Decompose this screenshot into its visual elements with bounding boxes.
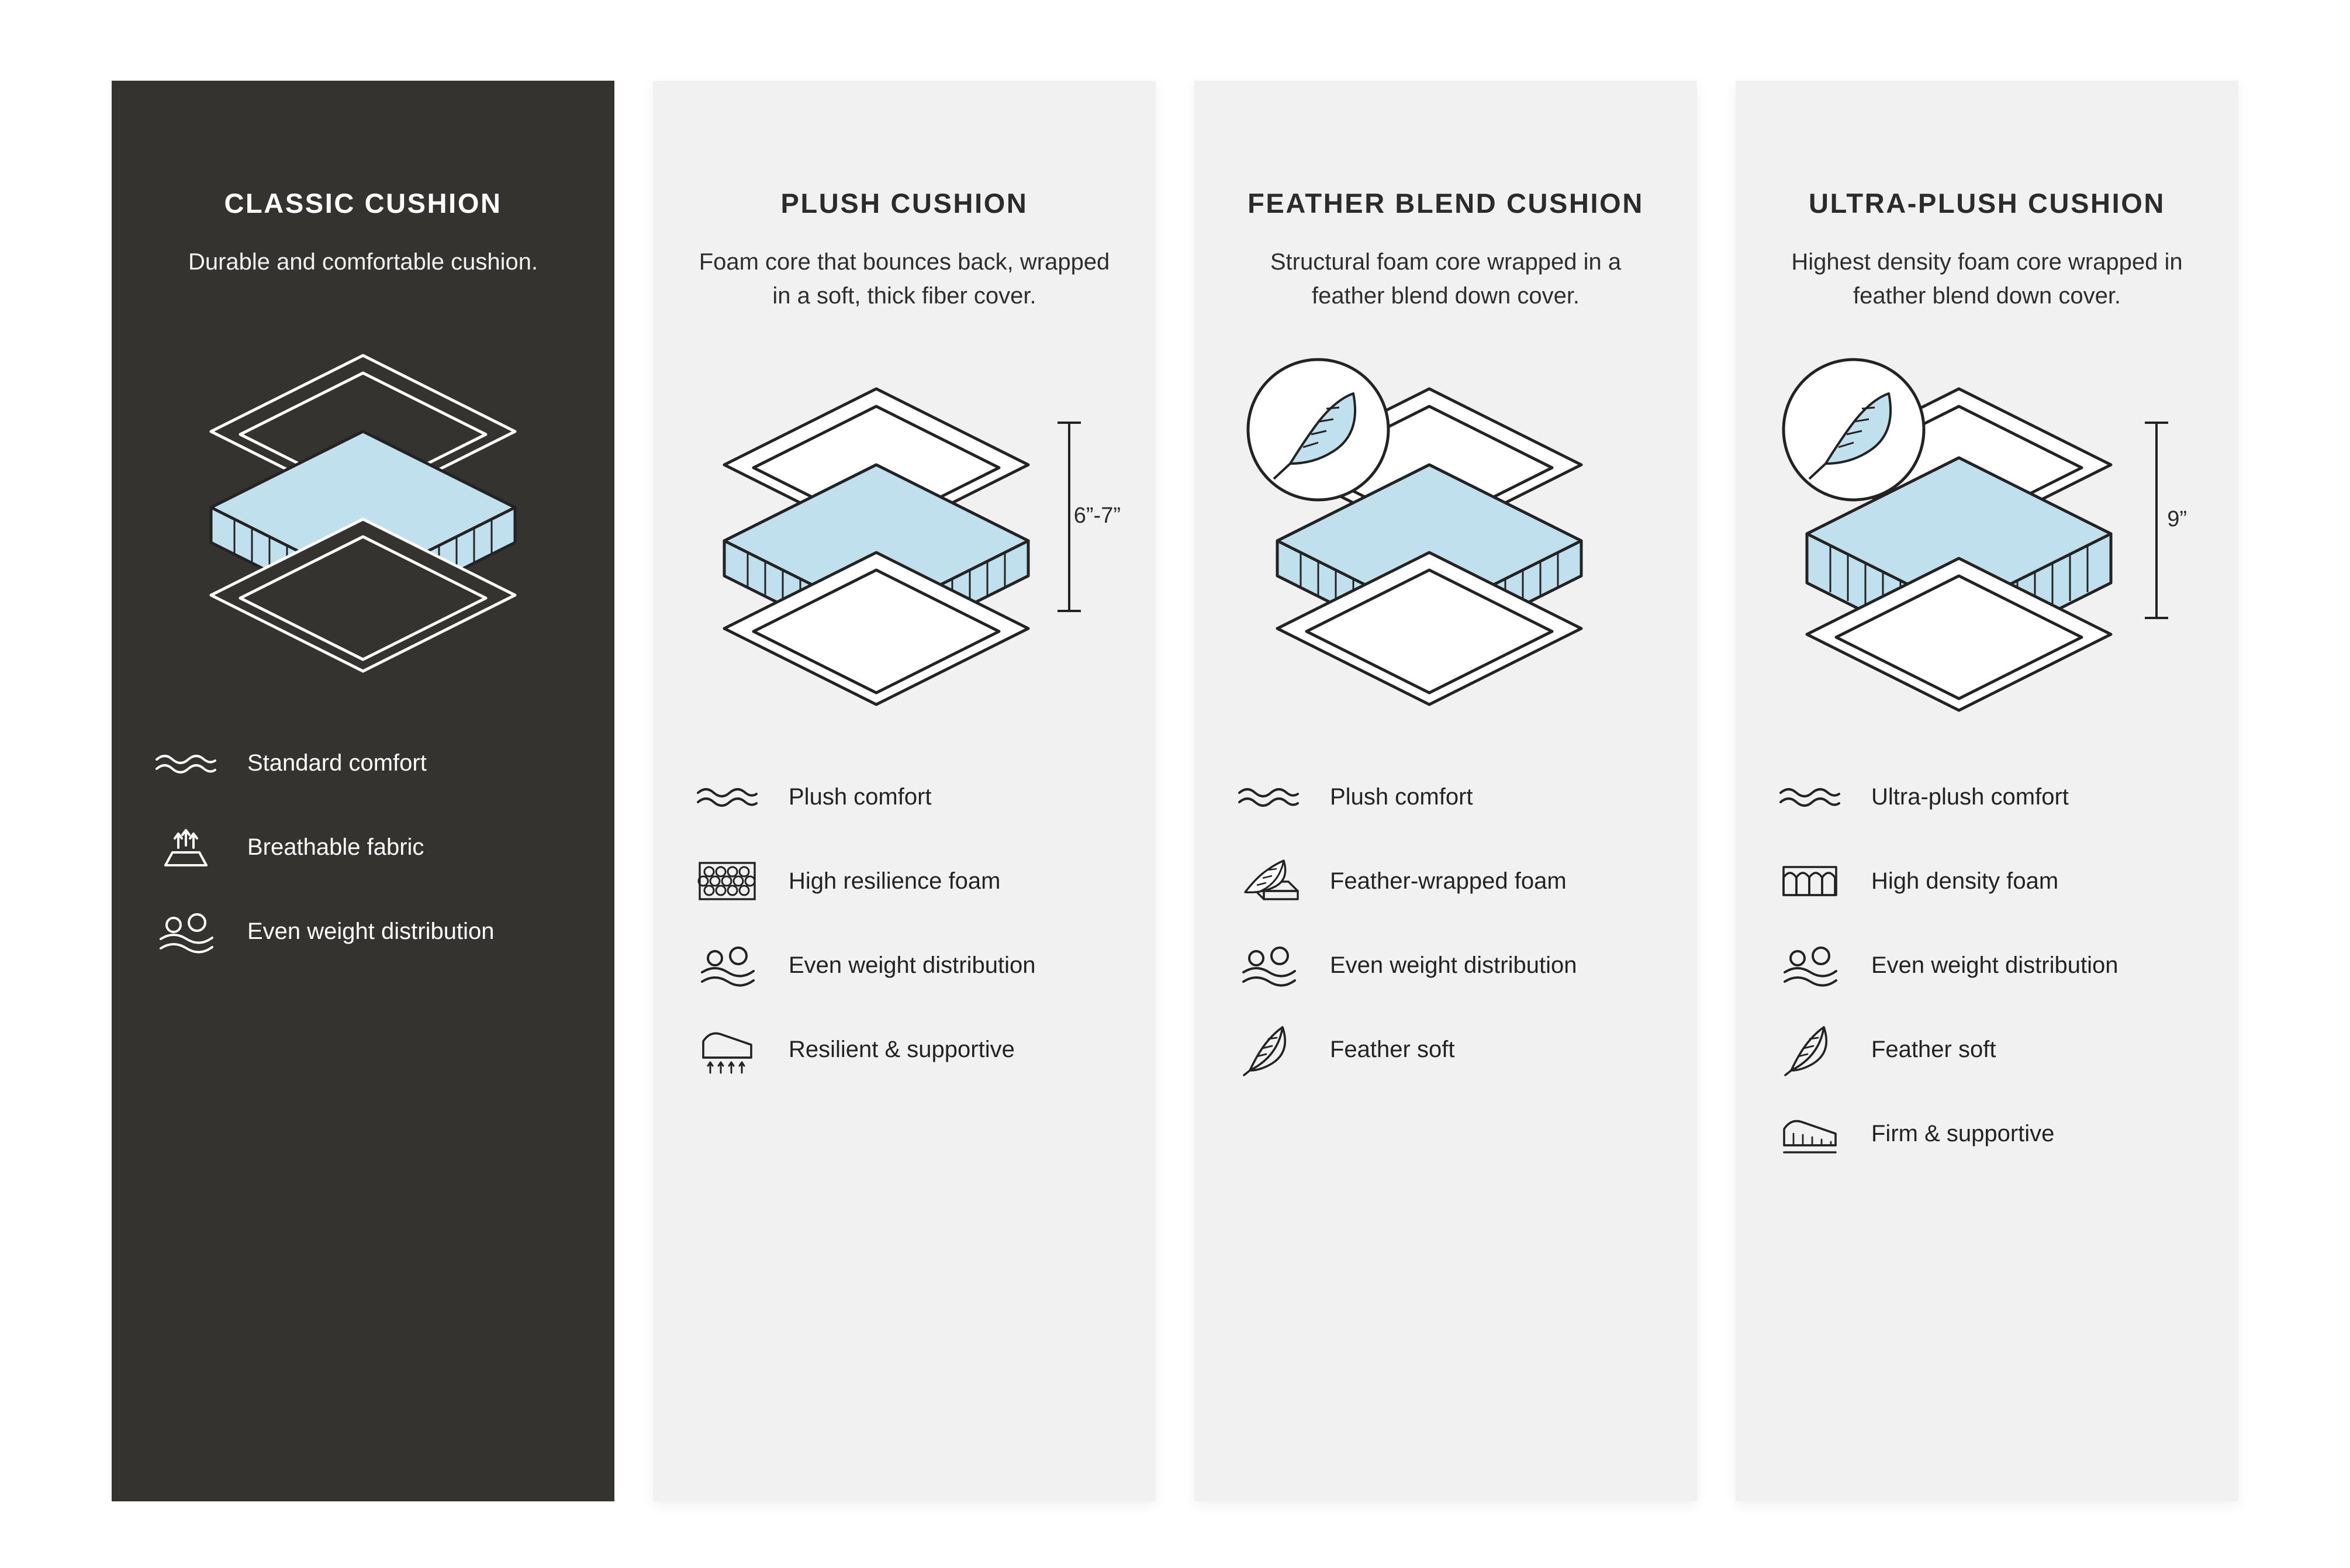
list-item-label: Ultra-plush comfort — [1871, 783, 2069, 810]
feature-list-ultra-plush — [1766, 769, 2208, 1162]
feature-list-classic — [142, 735, 584, 960]
list-item[interactable] — [148, 735, 578, 792]
honeycomb-foam-icon — [689, 853, 765, 909]
list-item-label: Feather-wrapped foam — [1330, 868, 1567, 894]
cushion-diagram-ultra-plush — [1766, 319, 2208, 763]
list-item[interactable] — [148, 820, 578, 876]
page-title: ULTRA-PLUSH CUSHION — [1809, 188, 2165, 219]
feather-icon — [1772, 1021, 1848, 1077]
even-weight-icon — [689, 937, 765, 993]
list-item[interactable] — [1772, 1021, 2202, 1077]
dimension-label: 6”-7” — [1073, 503, 1121, 529]
list-item[interactable] — [1772, 1106, 2202, 1162]
list-item-label: Plush comfort — [789, 783, 932, 810]
card-ultra-plush-cushion[interactable] — [1736, 81, 2238, 1501]
even-weight-icon — [148, 904, 224, 960]
list-item[interactable] — [689, 937, 1119, 993]
list-item-label: High density foam — [1871, 868, 2059, 894]
list-item[interactable] — [1231, 1021, 1661, 1077]
feather-icon — [1231, 1021, 1307, 1077]
card-description: Foam core that bounces back, wrapped in a soft, thick fiber cover. — [699, 249, 1110, 309]
card-description: Durable and comfortable cushion. — [188, 249, 538, 275]
page-title: CLASSIC CUSHION — [224, 188, 502, 219]
list-item[interactable] — [1231, 853, 1661, 909]
list-item[interactable] — [689, 853, 1119, 909]
list-item-label: Feather soft — [1871, 1036, 1996, 1062]
list-item-label: Breathable fabric — [247, 834, 424, 861]
list-item-label: High resilience foam — [789, 868, 1001, 894]
list-item[interactable] — [689, 769, 1119, 825]
list-item-label: Even weight distribution — [1871, 952, 2119, 978]
list-item-label: Resilient & supportive — [789, 1036, 1015, 1062]
cushion-diagram-plush — [683, 319, 1125, 763]
list-item[interactable] — [1772, 853, 2202, 909]
cushion-diagram-feather-blend — [1225, 319, 1667, 763]
resilient-support-icon — [689, 1021, 765, 1077]
card-plush-cushion[interactable] — [653, 81, 1156, 1501]
list-item-label: Even weight distribution — [247, 918, 495, 945]
list-item[interactable] — [1231, 937, 1661, 993]
list-item[interactable] — [1772, 769, 2202, 825]
breathable-fabric-icon — [148, 820, 224, 876]
feature-list-feather-blend — [1225, 769, 1667, 1077]
list-item[interactable] — [1772, 937, 2202, 993]
dimension-label: 9” — [2167, 507, 2187, 532]
card-description: Highest density foam core wrapped in feather blend down cover. — [1791, 249, 2183, 309]
list-item-label: Even weight distribution — [789, 952, 1036, 978]
even-weight-icon — [1231, 937, 1307, 993]
list-item-label: Feather soft — [1330, 1036, 1455, 1062]
feather-badge-icon — [1784, 360, 1924, 500]
feather-badge-icon — [1248, 360, 1388, 500]
list-item[interactable] — [689, 1021, 1119, 1077]
high-density-foam-icon — [1772, 853, 1848, 909]
wave-comfort-icon — [1231, 769, 1307, 825]
dimension-bracket — [2145, 423, 2168, 618]
wave-comfort-icon — [148, 735, 224, 792]
page-title: FEATHER BLEND CUSHION — [1247, 188, 1644, 219]
list-item[interactable] — [1231, 769, 1661, 825]
even-weight-icon — [1772, 937, 1848, 993]
feature-list-plush — [683, 769, 1125, 1077]
wave-comfort-icon — [1772, 769, 1848, 825]
feather-wrapped-foam-icon — [1231, 853, 1307, 909]
page-title: PLUSH CUSHION — [780, 188, 1028, 219]
cushion-diagram-classic — [142, 285, 584, 730]
card-feather-blend-cushion[interactable] — [1194, 81, 1697, 1501]
list-item-label: Standard comfort — [247, 750, 427, 776]
list-item-label: Even weight distribution — [1330, 952, 1577, 978]
list-item-label: Firm & supportive — [1871, 1120, 2055, 1146]
firm-support-icon — [1772, 1106, 1848, 1162]
card-description: Structural foam core wrapped in a feather blend down cover. — [1270, 249, 1622, 309]
wave-comfort-icon — [689, 769, 765, 825]
card-classic-cushion[interactable] — [112, 81, 614, 1501]
list-item-label: Plush comfort — [1330, 783, 1473, 810]
list-item[interactable] — [148, 904, 578, 960]
